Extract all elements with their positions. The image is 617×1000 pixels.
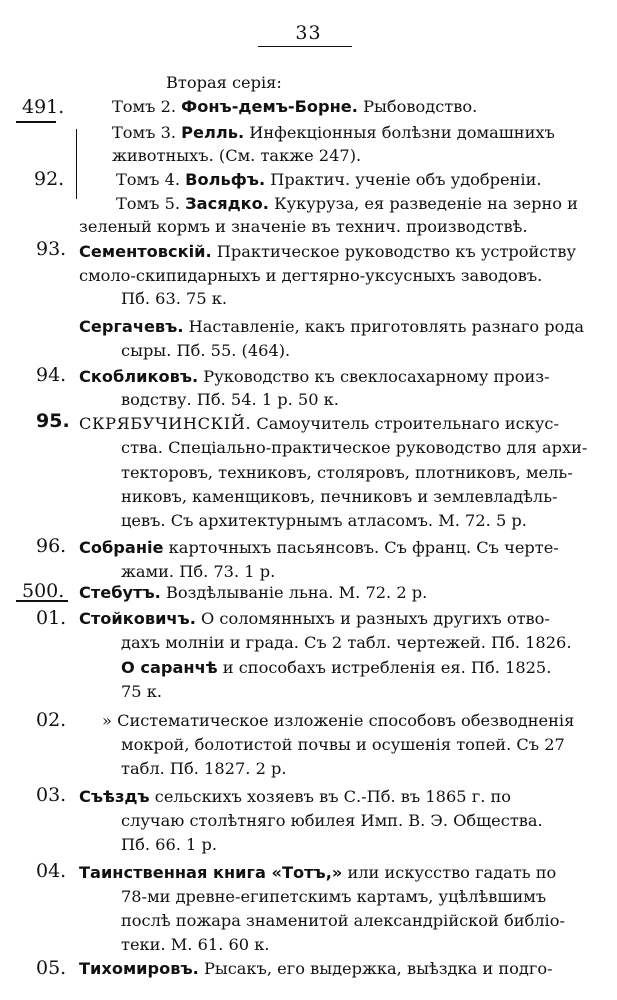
entry-author: СКРЯБУЧИНСКІЙ. (79, 414, 252, 433)
entry-line: СКРЯБУЧИНСКІЙ. Самоучитель строительнаго искус- (79, 414, 559, 433)
entry-number: 03. (36, 784, 67, 806)
entry-line: текторовъ, техниковъ, столяровъ, плотниковъ, мель- (121, 463, 573, 482)
margin-bracket (76, 129, 77, 199)
entry-line: » Систематическое изложеніе способовъ обезводненія (102, 711, 575, 730)
entry-line: Томъ 2. Фонъ-демъ-Борне. Рыбоводство. (112, 97, 478, 116)
entry-line: Тихомировъ. Рысакъ, его выдержка, выѣздка и подго- (79, 959, 553, 978)
entry-number: 01. (36, 607, 67, 629)
entry-line: Томъ 3. Релль. Инфекціонныя болѣзни домашнихъ (112, 123, 555, 142)
top-rule (258, 46, 352, 47)
entry-title: Таинственная книга «Тотъ,» (79, 863, 343, 882)
entry-author: Вольфъ. (185, 170, 266, 189)
entry-author: Релль. (181, 123, 245, 142)
entry-author: Собраніе (79, 538, 164, 557)
entry-line: Томъ 5. Засядко. Кукуруза, ея разведеніе на зерно и (116, 194, 578, 213)
entry-line: случаю столѣтняго юбилея Имп. В. Э. Общества. (121, 811, 543, 830)
entry-author: Сементовскій. (79, 242, 212, 261)
entry-line: 75 к. (121, 682, 163, 701)
entry-line: Сементовскій. Практическое руководство къ устройству (79, 242, 576, 261)
entry-line: Пб. 66. 1 р. (121, 835, 217, 854)
entry-line: теки. М. 61. 60 к. (121, 935, 270, 954)
entry-line: послѣ пожара знаменитой александрійской библіо- (121, 911, 565, 930)
entry-line: Стебутъ. Воздѣлываніе льна. М. 72. 2 р. (79, 583, 428, 602)
entry-number: 491. (22, 96, 65, 118)
entry-number: 500. (22, 580, 65, 602)
entry-line: О саранчѣ и способахъ истребленія ея. Пб. 1825. (121, 658, 552, 677)
entry-number: 92. (34, 168, 65, 190)
entry-author: Фонъ-демъ-Борне. (181, 97, 358, 116)
entry-line: Томъ 4. Вольфъ. Практич. ученіе объ удобреніи. (116, 170, 542, 189)
entry-number: 02. (36, 709, 67, 731)
entry-line: Стойковичъ. О соломянныхъ и разныхъ другихъ отво- (79, 609, 550, 628)
entry-line: ства. Спеціально-практическое руководство для архи- (121, 438, 588, 457)
entry-author: Стойковичъ. (79, 609, 196, 628)
entry-line: Собраніе карточныхъ пасьянсовъ. Съ франц. Съ черте- (79, 538, 559, 557)
entry-line: никовъ, каменщиковъ, печниковъ и землевладѣль- (121, 487, 558, 506)
entry-line: цевъ. Съ архитектурнымъ атласомъ. М. 72. 5 р. (121, 511, 527, 530)
entry-line: смоло-скипидарныхъ и дегтярно-уксусныхъ заводовъ. (79, 266, 543, 285)
entry-line: мокрой, болотистой почвы и осушенія топей. Съ 27 (121, 735, 565, 754)
entry-line: Пб. 63. 75 к. (121, 289, 228, 308)
entry-number: 04. (36, 860, 67, 882)
entry-author: Съѣздъ (79, 787, 150, 806)
entry-number: 93. (36, 238, 67, 260)
entry-line: зеленый кормъ и значеніе въ технич. производствѣ. (79, 217, 528, 236)
entry-line: Таинственная книга «Тотъ,» или искусство гадать по (79, 863, 557, 882)
entry-line: животныхъ. (См. также 247). (112, 146, 362, 165)
entry-line: водству. Пб. 54. 1 р. 50 к. (121, 390, 339, 409)
entry-line: табл. Пб. 1827. 2 р. (121, 759, 287, 778)
entry-title: О саранчѣ (121, 658, 218, 677)
entry-number: 94. (36, 364, 67, 386)
ditto-mark: » (102, 711, 118, 730)
entry-number: 05. (36, 957, 67, 979)
entry-author: Засядко. (185, 194, 269, 213)
entry-line: Съѣздъ сельскихъ хозяевъ въ С.-Пб. въ 1865 г. по (79, 787, 512, 806)
entry-line: дахъ молніи и града. Съ 2 табл. чертежей. Пб. 1826. (121, 633, 572, 652)
entry-number: 96. (36, 535, 67, 557)
entry-line: жами. Пб. 73. 1 р. (121, 562, 276, 581)
margin-rule-491 (16, 121, 56, 123)
entry-author: Тихомировъ. (79, 959, 199, 978)
page-number: 33 (295, 22, 322, 44)
entry-author: Скобликовъ. (79, 367, 199, 386)
entry-author: Стебутъ. (79, 583, 161, 602)
entry-line: 78-ми древне-египетскимъ картамъ, уцѣлѣвшимъ (121, 887, 547, 906)
series-heading: Вторая серія: (166, 73, 282, 92)
entry-line: Сергачевъ. Наставленіе, какъ приготовлять разнаго рода (79, 317, 584, 336)
entry-author: Сергачевъ. (79, 317, 184, 336)
entry-line: Скобликовъ. Руководство къ свеклосахарному произ- (79, 367, 550, 386)
entry-line: сыры. Пб. 55. (464). (121, 341, 291, 360)
entry-number: 95. (36, 410, 70, 432)
